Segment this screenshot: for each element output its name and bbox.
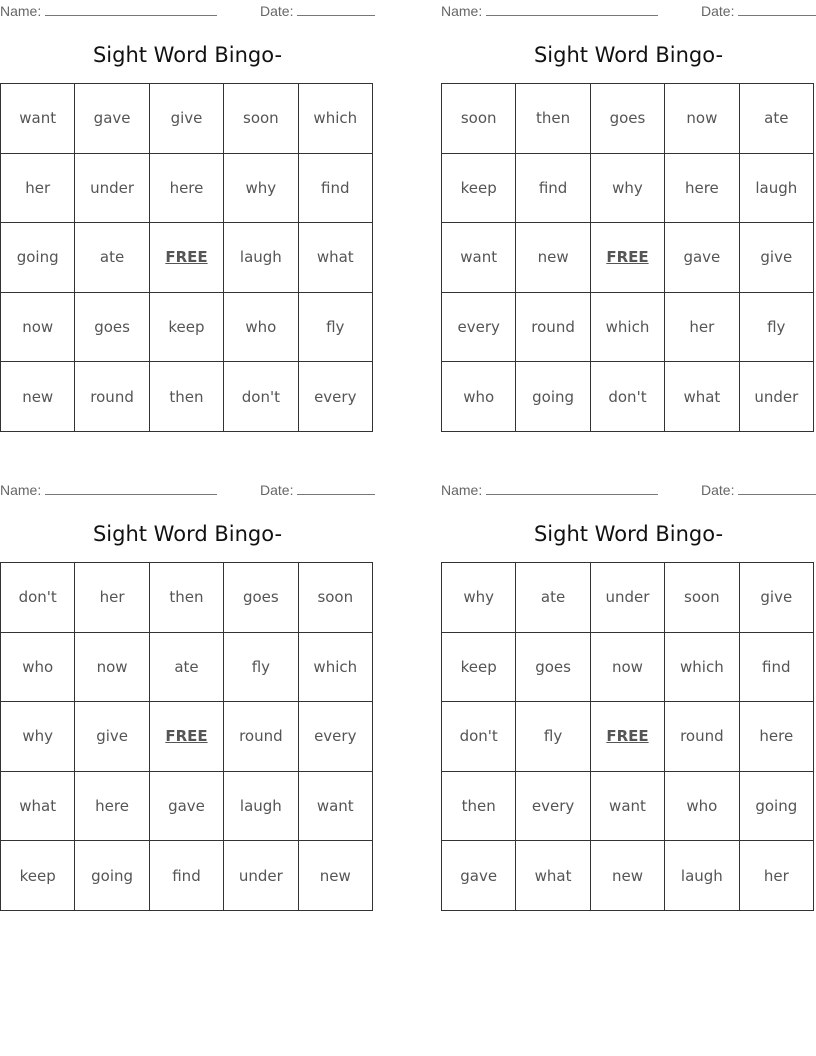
grid-cell: gave [442, 841, 516, 911]
grid-row [1, 223, 373, 293]
grid-cell: what [298, 223, 372, 293]
grid-cell: soon [224, 84, 298, 154]
date-label: Date: [260, 3, 294, 19]
grid-row [1, 292, 373, 362]
grid-cell: who [224, 292, 298, 362]
grid-cell: what [516, 841, 590, 911]
card-title: Sight Word Bingo- [92, 43, 283, 67]
grid-cell: find [516, 153, 590, 223]
grid-cell: every [442, 292, 516, 362]
grid-cell: don't [590, 362, 664, 432]
bingo-grid [441, 562, 814, 911]
grid-cell: her [665, 292, 739, 362]
grid-row [1, 771, 373, 841]
grid-cell: give [149, 84, 223, 154]
grid-row [442, 632, 814, 702]
grid-cell: here [739, 702, 813, 772]
grid-row [1, 702, 373, 772]
grid-cell: here [75, 771, 149, 841]
grid-cell: gave [149, 771, 223, 841]
date-field [260, 481, 375, 498]
grid-row [442, 153, 814, 223]
grid-cell: now [75, 632, 149, 702]
grid-row [1, 362, 373, 432]
grid-cell: what [665, 362, 739, 432]
grid-cell: why [590, 153, 664, 223]
grid-row [442, 223, 814, 293]
grid-cell: fly [516, 702, 590, 772]
grid-cell: which [665, 632, 739, 702]
grid-cell: under [590, 563, 664, 633]
name-blank-line [486, 481, 658, 495]
grid-cell: keep [1, 841, 75, 911]
grid-cell: every [298, 362, 372, 432]
free-space-cell: FREE [590, 702, 664, 772]
grid-cell: round [516, 292, 590, 362]
grid-cell: then [516, 84, 590, 154]
date-blank-line [738, 2, 816, 16]
date-blank-line [297, 2, 375, 16]
name-field [441, 2, 658, 19]
grid-row [1, 632, 373, 702]
name-field [0, 481, 217, 498]
grid-cell: find [298, 153, 372, 223]
name-field [441, 481, 658, 498]
grid-cell: keep [442, 632, 516, 702]
name-blank-line [45, 481, 217, 495]
bingo-grid [441, 83, 814, 432]
grid-cell: gave [75, 84, 149, 154]
date-field [260, 2, 375, 19]
grid-cell: round [665, 702, 739, 772]
grid-row [1, 84, 373, 154]
date-label: Date: [701, 482, 735, 498]
grid-cell: here [665, 153, 739, 223]
bingo-grid [0, 83, 373, 432]
grid-row [442, 841, 814, 911]
free-space-cell: FREE [149, 223, 223, 293]
grid-cell: why [1, 702, 75, 772]
grid-cell: gave [665, 223, 739, 293]
grid-cell: every [298, 702, 372, 772]
grid-cell: her [739, 841, 813, 911]
name-label: Name: [441, 3, 483, 19]
date-label: Date: [701, 3, 735, 19]
grid-cell: find [149, 841, 223, 911]
grid-cell: going [739, 771, 813, 841]
grid-cell: under [224, 841, 298, 911]
grid-cell: going [75, 841, 149, 911]
grid-cell: ate [516, 563, 590, 633]
grid-cell: soon [442, 84, 516, 154]
grid-cell: fly [298, 292, 372, 362]
grid-cell: then [149, 362, 223, 432]
grid-cell: give [75, 702, 149, 772]
grid-cell: soon [298, 563, 372, 633]
grid-cell: what [1, 771, 75, 841]
grid-cell: then [149, 563, 223, 633]
grid-cell: round [75, 362, 149, 432]
grid-cell: fly [224, 632, 298, 702]
grid-cell: keep [442, 153, 516, 223]
grid-cell: her [75, 563, 149, 633]
grid-cell: find [739, 632, 813, 702]
grid-cell: soon [665, 563, 739, 633]
grid-cell: new [298, 841, 372, 911]
grid-cell: which [590, 292, 664, 362]
grid-cell: why [442, 563, 516, 633]
card-title: Sight Word Bingo- [533, 522, 724, 546]
grid-cell: ate [739, 84, 813, 154]
grid-cell: under [739, 362, 813, 432]
grid-cell: don't [442, 702, 516, 772]
grid-cell: goes [516, 632, 590, 702]
grid-row [442, 563, 814, 633]
date-label: Date: [260, 482, 294, 498]
grid-cell: laugh [665, 841, 739, 911]
grid-cell: give [739, 563, 813, 633]
grid-cell: want [1, 84, 75, 154]
name-blank-line [45, 2, 217, 16]
grid-cell: who [1, 632, 75, 702]
grid-row [1, 153, 373, 223]
grid-cell: goes [224, 563, 298, 633]
grid-cell: goes [75, 292, 149, 362]
grid-cell: now [665, 84, 739, 154]
grid-cell: laugh [224, 771, 298, 841]
grid-row [442, 702, 814, 772]
grid-cell: keep [149, 292, 223, 362]
grid-row [1, 841, 373, 911]
free-space-cell: FREE [590, 223, 664, 293]
grid-row [1, 563, 373, 633]
grid-row [442, 362, 814, 432]
date-blank-line [297, 481, 375, 495]
bingo-grid [0, 562, 373, 911]
card-title: Sight Word Bingo- [92, 522, 283, 546]
grid-cell: who [665, 771, 739, 841]
grid-cell: want [442, 223, 516, 293]
grid-cell: don't [1, 563, 75, 633]
grid-cell: fly [739, 292, 813, 362]
grid-cell: round [224, 702, 298, 772]
grid-cell: which [298, 632, 372, 702]
grid-cell: here [149, 153, 223, 223]
grid-row [442, 771, 814, 841]
grid-cell: don't [224, 362, 298, 432]
grid-cell: laugh [739, 153, 813, 223]
grid-row [442, 292, 814, 362]
grid-cell: which [298, 84, 372, 154]
grid-cell: now [590, 632, 664, 702]
grid-cell: give [739, 223, 813, 293]
grid-cell: goes [590, 84, 664, 154]
name-blank-line [486, 2, 658, 16]
grid-cell: then [442, 771, 516, 841]
date-blank-line [738, 481, 816, 495]
grid-cell: new [516, 223, 590, 293]
grid-cell: every [516, 771, 590, 841]
grid-cell: why [224, 153, 298, 223]
grid-cell: who [442, 362, 516, 432]
grid-cell: going [516, 362, 590, 432]
name-field [0, 2, 217, 19]
date-field [701, 481, 816, 498]
grid-cell: her [1, 153, 75, 223]
grid-cell: want [298, 771, 372, 841]
grid-cell: new [1, 362, 75, 432]
name-label: Name: [0, 482, 42, 498]
card-title: Sight Word Bingo- [533, 43, 724, 67]
grid-cell: ate [149, 632, 223, 702]
grid-row [442, 84, 814, 154]
name-label: Name: [441, 482, 483, 498]
grid-cell: under [75, 153, 149, 223]
name-label: Name: [0, 3, 42, 19]
grid-cell: now [1, 292, 75, 362]
grid-cell: want [590, 771, 664, 841]
date-field [701, 2, 816, 19]
grid-cell: new [590, 841, 664, 911]
grid-cell: going [1, 223, 75, 293]
grid-cell: laugh [224, 223, 298, 293]
free-space-cell: FREE [149, 702, 223, 772]
grid-cell: ate [75, 223, 149, 293]
